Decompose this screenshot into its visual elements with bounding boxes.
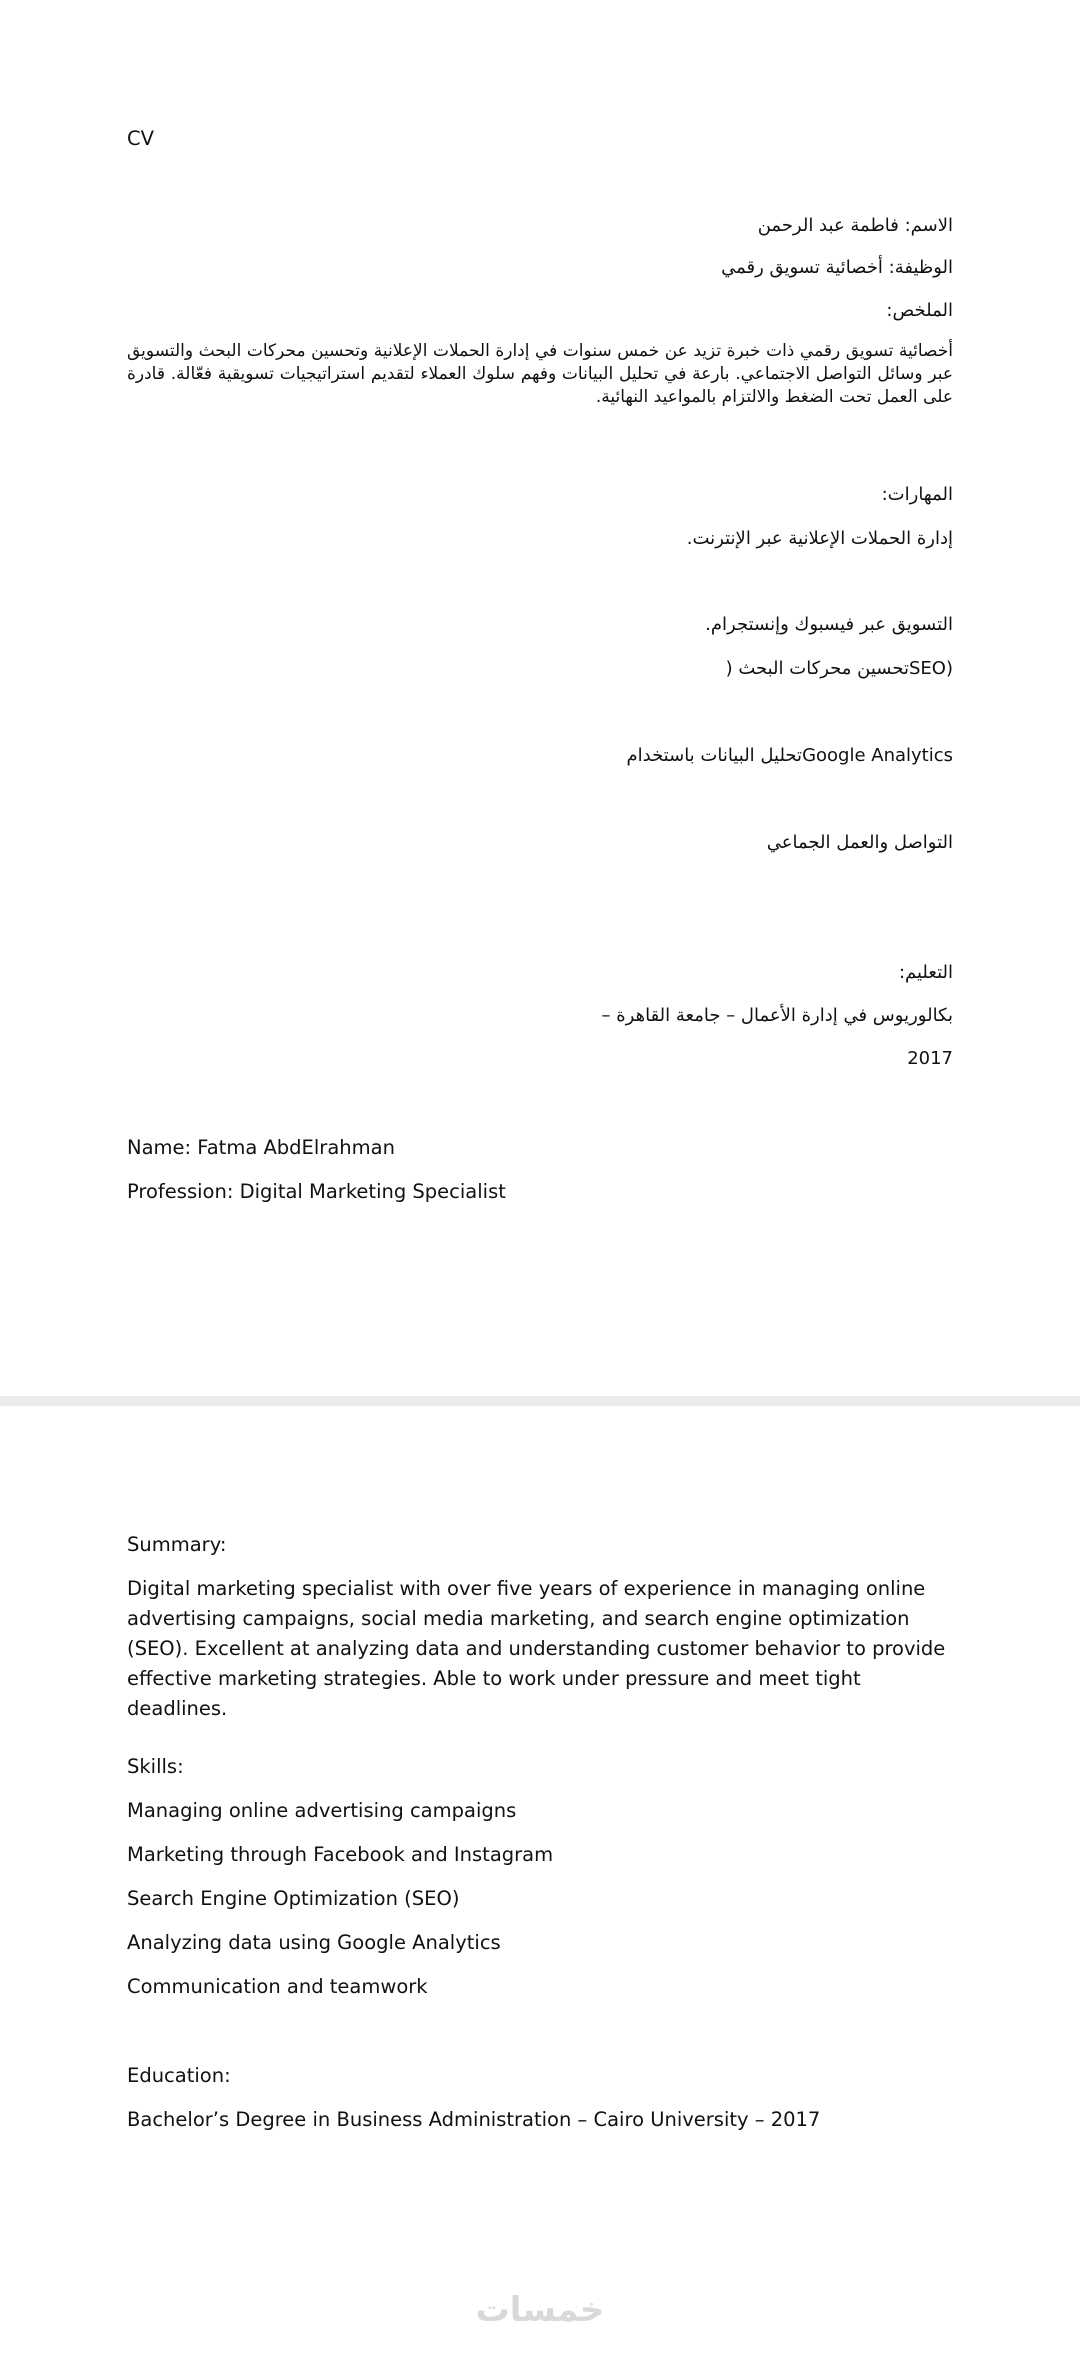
skill-item: Analyzing data using Google Analytics (127, 1931, 501, 1954)
arabic-skill-item: إدارة الحملات الإعلانية عبر الإنترنت. (686, 528, 953, 549)
arabic-summary-label: الملخص: (886, 300, 953, 321)
skill-item: Communication and teamwork (127, 1975, 428, 1998)
summary-label: Summary: (127, 1533, 227, 1556)
page-divider (0, 1396, 1080, 1406)
arabic-skill-item: (SEOتحسين محركات البحث ( (725, 658, 953, 679)
skill-item: Marketing through Facebook and Instagram (127, 1843, 554, 1866)
cv-heading: CV (127, 127, 154, 150)
english-name-line: Name: Fatma AbdElrahman (127, 1136, 395, 1159)
arabic-job-line: الوظيفة: أخصائية تسويق رقمي (721, 257, 953, 278)
education-line: Bachelor’s Degree in Business Administration – Cairo University – 2017 (127, 2108, 821, 2131)
arabic-skill-item: التواصل والعمل الجماعي (766, 832, 953, 853)
arabic-summary-text: أخصائية تسويق رقمي ذات خبرة تزيد عن خمس سنوات في إدارة الحملات الإعلانية وتحسين محركات البحث والتسويق عبر وسائل التواصل الاجتماعي. بارعة في تحليل البيانات وفهم سلوك العملاء لتقديم استراتيجيات تسويقية فعّالة. قادرة على العمل تحت الضغط والالتزام بالمواعيد النهائية. (127, 341, 953, 407)
skill-item: Search Engine Optimization (SEO) (127, 1887, 460, 1910)
english-profession-line: Profession: Digital Marketing Specialist (127, 1180, 506, 1203)
document-page-2 (0, 1406, 1080, 2376)
arabic-skill-item: Google Analyticsتحليل البيانات باستخدام (626, 745, 953, 766)
skill-item: Managing online advertising campaigns (127, 1799, 517, 1822)
khamsat-watermark-logo: خمسات (475, 2290, 605, 2330)
arabic-education-line: بكالوريوس في إدارة الأعمال – جامعة القاهرة – (601, 1005, 953, 1026)
arabic-skills-label: المهارات: (881, 484, 953, 505)
arabic-education-year: 2017 (907, 1048, 953, 1069)
education-label: Education: (127, 2064, 231, 2087)
summary-text: Digital marketing specialist with over five years of experience in managing online advertising campaigns, social media marketing, and search engine optimization (SEO). Excellent at analyzing data and understanding customer behavior to provide effective marketing strategies. Able to work under pressure and meet tight deadlines. (127, 1577, 946, 1720)
arabic-skill-item: التسويق عبر فيسبوك وإنستجرام. (705, 614, 953, 635)
skills-label: Skills: (127, 1755, 184, 1778)
arabic-name-line: الاسم: فاطمة عبد الرحمن (757, 215, 953, 236)
arabic-education-label: التعليم: (898, 962, 953, 983)
